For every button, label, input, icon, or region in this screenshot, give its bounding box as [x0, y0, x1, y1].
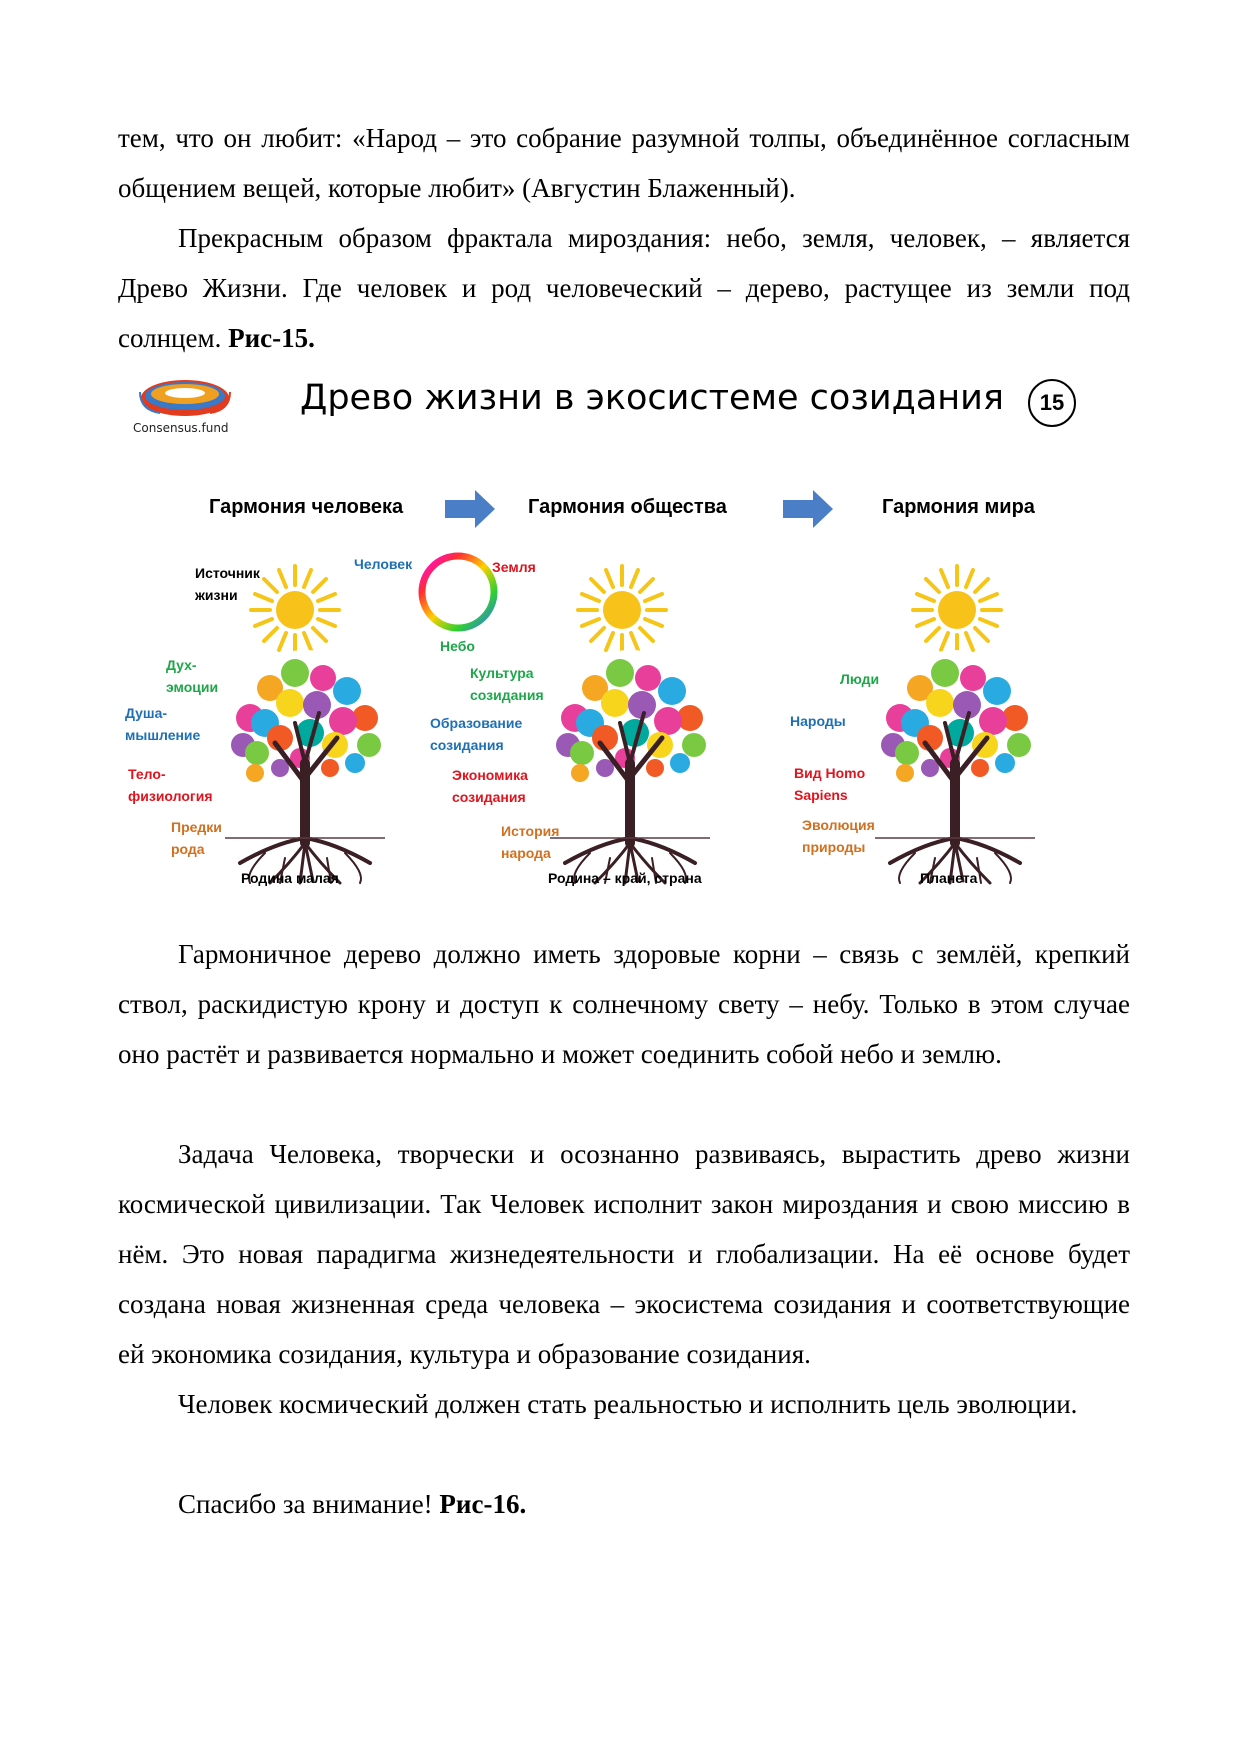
figure-title: Древо жизни в экосистеме созидания	[300, 378, 1004, 418]
ring-label-earth: Земля	[492, 559, 536, 575]
label-species-1: Вид Homo	[794, 765, 866, 781]
paragraph-5: Человек космический должен стать реальностью и исполнить цель эволюции.	[178, 1389, 1078, 1419]
label-evolution-1: Эволюция	[802, 817, 875, 833]
label-source-2: жизни	[195, 587, 238, 603]
label-source-1: Источник	[195, 565, 260, 581]
paragraph-6-text: Спасибо за внимание!	[178, 1489, 440, 1519]
ring-label-sky: Небо	[440, 638, 475, 654]
label-history-2: народа	[501, 845, 551, 861]
ring-label-human: Человек	[354, 556, 413, 572]
label-species-2: Sapiens	[794, 787, 848, 803]
caption-planet: Планета	[920, 870, 978, 886]
label-spirit-1: Дух-	[166, 657, 197, 673]
label-ancestors-2: рода	[171, 841, 205, 857]
label-education-1: Образование	[430, 715, 523, 731]
tree-icon-3	[875, 650, 1035, 883]
arrow-icon-1	[445, 490, 495, 528]
label-education-2: созидания	[430, 737, 504, 753]
label-ancestors-1: Предки	[171, 819, 222, 835]
paragraph-6	[118, 1479, 1130, 1529]
label-people: Люди	[840, 671, 880, 687]
color-ring-icon	[422, 556, 494, 628]
label-economy-2: созидания	[452, 789, 526, 805]
header-society: Гармония общества	[528, 496, 727, 518]
label-nations: Народы	[790, 713, 846, 729]
tree-icon-1	[225, 650, 385, 883]
label-body-2: физиология	[128, 788, 213, 804]
arrow-icon-2	[783, 490, 833, 528]
header-human: Гармония человека	[209, 496, 404, 518]
figure-15-ref: Рис-15.	[228, 323, 315, 353]
logo-text: Consensus.fund	[133, 421, 229, 435]
caption-homeland: Родина – край, страна	[548, 870, 702, 886]
paragraph-3: Гармоничное дерево должно иметь здоровые корни – связь с землёй, крепкий ствол, раскидистую крону и доступ к солнечному свету – небу. Только в этом случае оно растёт и развивается нормально и может соединить собой небо и землю.	[118, 939, 1130, 1069]
figure-16-ref: Рис-16.	[439, 1489, 527, 1519]
label-soul-1: Душа-	[125, 705, 168, 721]
label-evolution-2: природы	[802, 839, 866, 855]
caption-small-homeland: Родина малая	[241, 870, 339, 886]
consensus-logo-icon	[140, 380, 230, 416]
label-culture-1: Культура	[470, 665, 534, 681]
label-culture-2: созидания	[470, 687, 544, 703]
label-spirit-2: эмоции	[166, 679, 219, 695]
paragraph-4: Задача Человека, творчески и осознанно развиваясь, вырастить древо жизни космической цивилизации. Так Человек исполнит закон мироздания и свою миссию в нём. Это новая парадигма жизнедеятельности и глобализации. На её основе будет создана новая жизненная среда человека – экосистема созидания и соответствующие ей экономика созидания, культура и образование созидания.	[118, 1139, 1130, 1369]
paragraph-2-text: Прекрасным образом фрактала мироздания: небо, земля, человек, – является Древо Жизни. Где человек и род человеческий – дерево, растущее из земли под солнцем.	[118, 223, 1130, 353]
label-body-1: Тело-	[128, 766, 166, 782]
tree-icon-2	[550, 650, 710, 883]
paragraph-1: тем, что он любит: «Народ – это собрание разумной толпы, объединённое согласным общением вещей, которые любит» (Августин Блаженный).	[118, 123, 1130, 203]
label-economy-1: Экономика	[452, 767, 528, 783]
label-history-1: История	[501, 823, 560, 839]
label-soul-2: мышление	[125, 727, 201, 743]
figure-number: 15	[1028, 379, 1076, 427]
header-world: Гармония мира	[882, 496, 1035, 518]
